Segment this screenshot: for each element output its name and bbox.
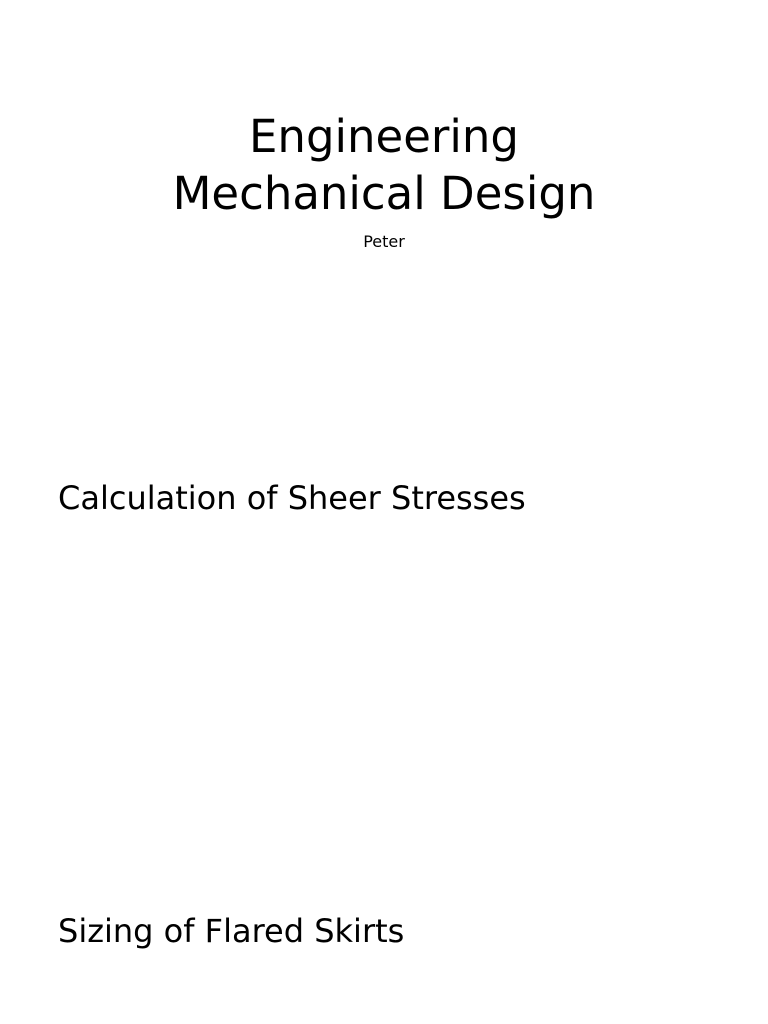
title-line-1: Engineering [249,110,519,163]
title-line-2: Mechanical Design [172,167,596,220]
author-name: Peter [363,232,405,251]
section-heading: Sizing of Flared Skirts [58,912,405,950]
document-title [0,108,768,222]
section-heading: Calculation of Sheer Stresses [58,479,526,517]
